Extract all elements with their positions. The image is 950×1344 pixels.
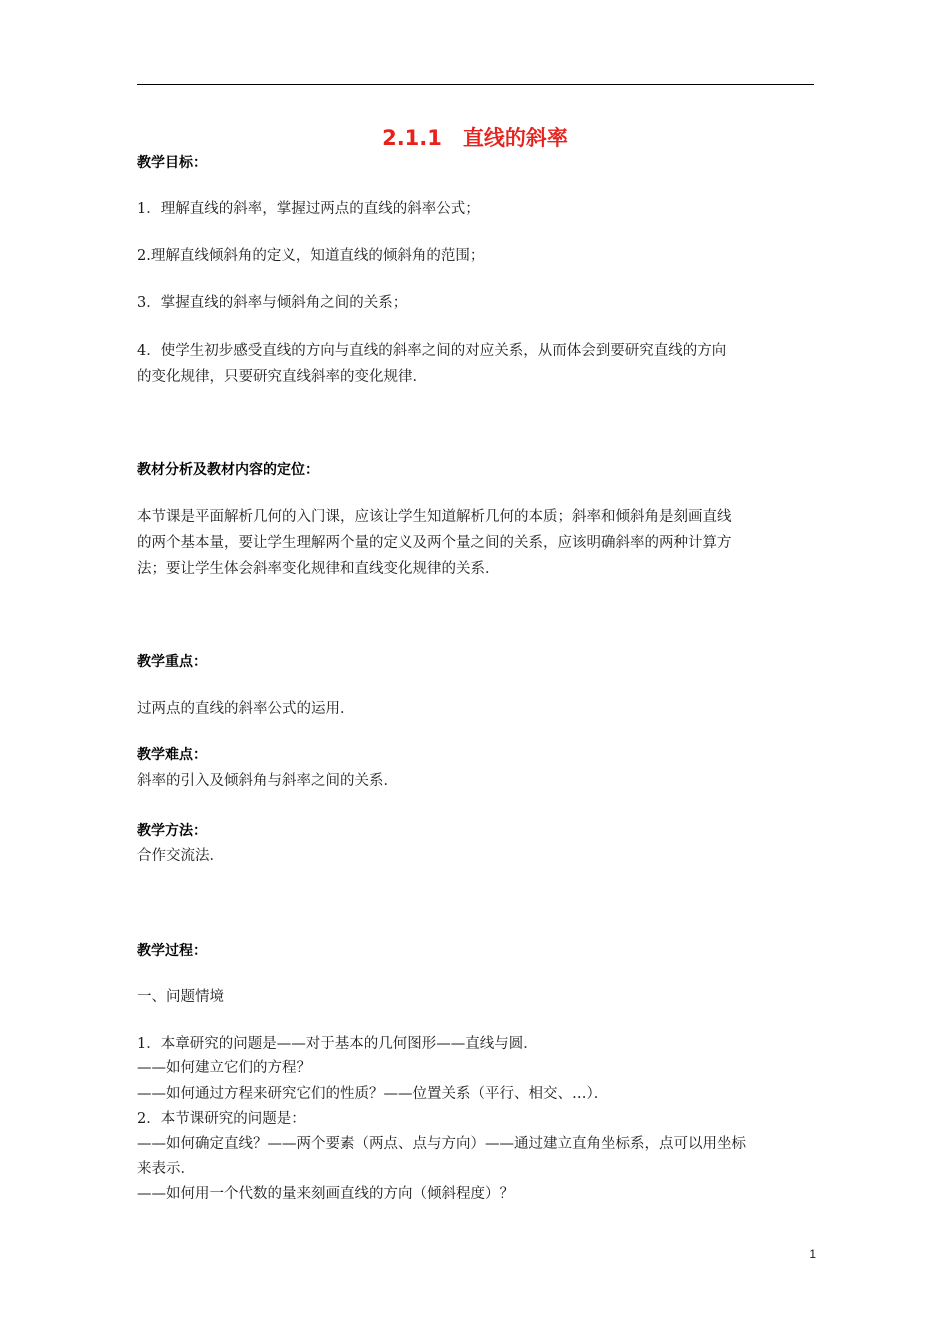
objective-item-4-line-2: 的变化规律，只要研究直线斜率的变化规律．	[137, 369, 427, 385]
process-line-6: 来表示．	[137, 1161, 195, 1177]
analysis-line-3: 法；要让学生体会斜率变化规律和直线变化规律的关系．	[137, 561, 500, 577]
objective-item-4-line-1: 4．使学生初步感受直线的方向与直线的斜率之间的对应关系，从而体会到要研究直线的方向	[137, 343, 727, 359]
header-rule	[137, 84, 814, 85]
analysis-line-2: 的两个基本量，要让学生理解两个量的定义及两个量之间的关系，应该明确斜率的两种计算方	[137, 535, 732, 551]
process-line-1: 1．本章研究的问题是——对于基本的几何图形——直线与圆．	[137, 1036, 538, 1052]
difficulties-text: 斜率的引入及倾斜角与斜率之间的关系．	[137, 773, 398, 789]
objective-item-1: 1．理解直线的斜率，掌握过两点的直线的斜率公式；	[137, 201, 480, 217]
key-points-heading: 教学重点：	[137, 654, 207, 670]
objective-item-3: 3．掌握直线的斜率与倾斜角之间的关系；	[137, 295, 408, 311]
process-line-3: ——如何通过方程来研究它们的性质？——位置关系（平行、相交、…）．	[137, 1086, 609, 1102]
process-line-2: ——如何建立它们的方程？	[137, 1060, 311, 1076]
process-subheading: 一、问题情境	[137, 989, 224, 1005]
method-text: 合作交流法．	[137, 848, 224, 864]
process-line-4: 2．本节课研究的问题是：	[137, 1111, 306, 1127]
analysis-line-1: 本节课是平面解析几何的入门课，应该让学生知道解析几何的本质；斜率和倾斜角是刻画直线	[137, 509, 732, 525]
key-points-text: 过两点的直线的斜率公式的运用．	[137, 701, 355, 717]
analysis-heading: 教材分析及教材内容的定位：	[137, 462, 319, 478]
process-heading: 教学过程：	[137, 943, 207, 959]
process-line-5: ——如何确定直线？——两个要素（两点、点与方向）——通过建立直角坐标系，点可以用坐标	[137, 1136, 746, 1152]
objective-item-2: 2.理解直线倾斜角的定义，知道直线的倾斜角的范围；	[137, 248, 485, 264]
page-number: 1	[809, 1247, 816, 1261]
document-title: 2.1.1 直线的斜率	[382, 126, 568, 150]
method-heading: 教学方法：	[137, 823, 207, 839]
objectives-heading: 教学目标：	[137, 155, 207, 171]
process-line-7: ——如何用一个代数的量来刻画直线的方向（倾斜程度）？	[137, 1186, 514, 1202]
difficulties-heading: 教学难点：	[137, 747, 207, 763]
